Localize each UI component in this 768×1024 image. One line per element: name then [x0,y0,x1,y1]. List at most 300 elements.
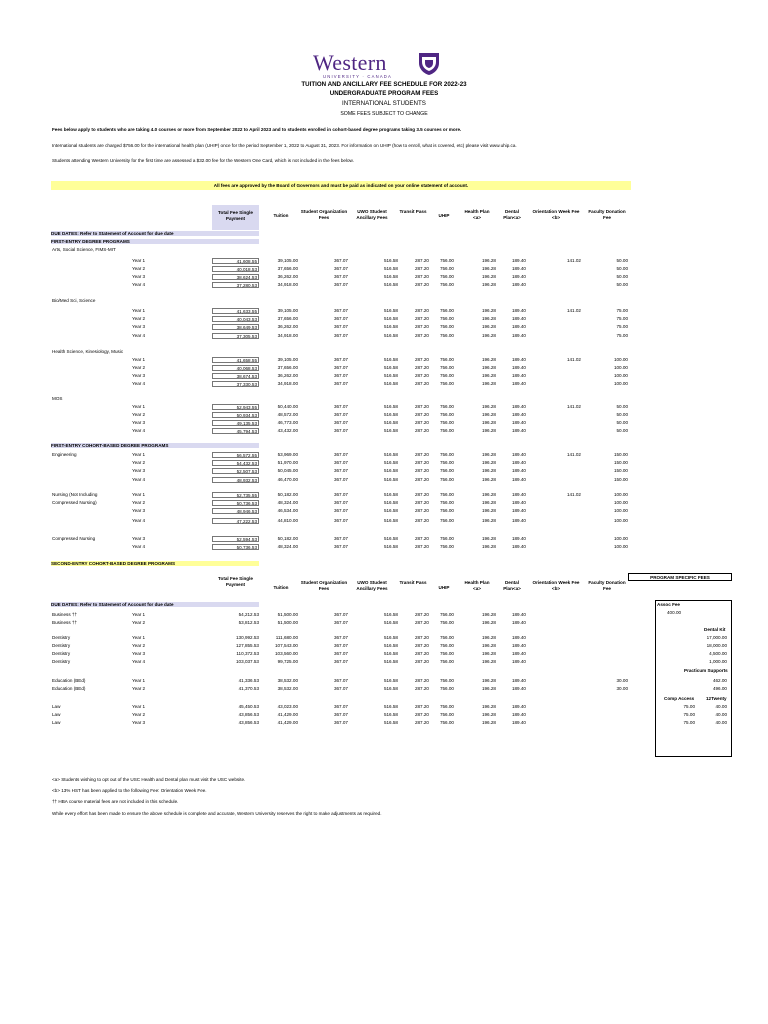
note-uhip: International students are charged $756.00 for the international health plan (UHIP) once for the period September 1, 2022 to August 31, 2023. For information on UHIP (how to enroll, what is covered, etc) please visit www.uhip.ca. [52,143,517,148]
fee-cell-uwo: 516.58 [383,612,398,617]
year-label: Year 3 [132,420,146,425]
fee-cell-org: 367.07 [333,381,348,386]
total-fee-cell: 52,507.53 [212,468,259,475]
fee-cell-transit: 287.20 [414,518,429,523]
total-fee-cell: 127,855.53 [236,643,259,648]
title-subject-change: SOME FEES SUBJECT TO CHANGE [340,111,428,117]
program-specific-fees-header: PROGRAM SPECIFIC FEES [628,573,732,581]
total-fee-cell: 38,649.53 [212,324,259,331]
fee-cell-uwo: 516.58 [383,704,398,709]
col-uwo-2: UWO Student Ancillary Fees [356,580,388,591]
fee-cell-org: 367.07 [333,373,348,378]
fee-cell-uhip: 756.00 [439,373,454,378]
fee-cell-org: 367.07 [333,308,348,313]
col-uhip: UHIP [438,213,450,218]
fee-cell-tuition: 107,543.00 [275,643,298,648]
fee-cell-faculty: 75.00 [616,308,628,313]
fee-cell-health: 196.28 [481,620,496,625]
psf-12twenty-value: 40.00 [715,712,727,717]
psf-practicum-label: Practicum Supports [684,668,728,673]
year-label: Year 3 [132,720,146,725]
fee-cell-faculty: 150.00 [613,452,628,457]
fee-cell-org: 367.07 [333,365,348,370]
fee-cell-uwo: 516.58 [383,508,398,513]
fee-cell-uhip: 756.00 [439,643,454,648]
fee-cell-transit: 287.20 [414,333,429,338]
fee-cell-uhip: 756.00 [439,536,454,541]
fee-cell-tuition: 38,532.00 [277,678,298,683]
fee-cell-uhip: 756.00 [439,635,454,640]
total-fee-cell: 38,624.53 [212,274,259,281]
fee-cell-transit: 287.20 [414,492,429,497]
fee-cell-health: 196.28 [481,643,496,648]
fee-cell-dental: 189.40 [511,508,526,513]
fee-cell-health: 196.28 [481,274,496,279]
fee-cell-health: 196.28 [481,477,496,482]
fee-cell-health: 196.28 [481,365,496,370]
year-label: Year 1 [132,635,146,640]
fee-cell-tuition: 99,725.00 [277,659,298,664]
fee-cell-health: 196.28 [481,536,496,541]
fee-cell-uhip: 756.00 [439,544,454,549]
fee-cell-dental: 189.40 [511,635,526,640]
fee-cell-health: 196.28 [481,308,496,313]
fee-cell-faculty: 100.00 [613,381,628,386]
total-fee-cell: 52,594.53 [212,536,259,543]
fee-cell-faculty: 50.00 [616,258,628,263]
fee-cell-uhip: 756.00 [439,452,454,457]
program-label: Dentistry [52,659,71,664]
total-fee-cell: 52,943.55 [212,404,259,411]
fee-cell-uwo: 516.58 [383,308,398,313]
program-group-label: Nursing (Not Including [52,492,98,497]
fee-cell-transit: 287.20 [414,686,429,691]
title-main: TUITION AND ANCILLARY FEE SCHEDULE FOR 2022-23 [301,81,467,88]
fee-cell-tuition: 39,105.00 [277,258,298,263]
fee-cell-uhip: 756.00 [439,686,454,691]
year-label: Year 2 [132,686,146,691]
fee-cell-org: 367.07 [333,544,348,549]
fee-cell-dental: 189.40 [511,678,526,683]
fee-cell-dental: 189.40 [511,452,526,457]
total-fee-cell: 49,135.53 [212,420,259,427]
fee-cell-faculty: 100.00 [613,500,628,505]
fee-cell-transit: 287.20 [414,381,429,386]
fee-cell-faculty: 100.00 [613,373,628,378]
fee-cell-org: 367.07 [333,492,348,497]
fee-cell-dental: 189.40 [511,720,526,725]
fee-cell-tuition: 39,105.00 [277,357,298,362]
fee-cell-transit: 287.20 [414,404,429,409]
fee-cell-uwo: 516.58 [383,258,398,263]
col-total-2: Total Fee Single Payment [218,576,253,587]
fee-cell-faculty: 100.00 [613,492,628,497]
fee-cell-transit: 287.20 [414,712,429,717]
fee-cell-uhip: 756.00 [439,720,454,725]
fee-cell-dental: 189.40 [511,282,526,287]
fee-cell-uhip: 756.00 [439,274,454,279]
note-one-card: Students attending Western University for the first time are assessed a $32.00 fee for the Western One Card, which is not included in the fees below. [52,158,354,163]
fee-cell-uwo: 516.58 [383,686,398,691]
fee-cell-health: 196.28 [481,492,496,497]
footnote-hba: †† HBA course material fees are not included in this schedule. [52,799,179,804]
logo-subtitle: UNIVERSITY · CANADA [323,74,393,79]
year-label: Year 3 [132,651,146,656]
fee-cell-org: 367.07 [333,518,348,523]
total-fee-cell: 50,736.53 [212,544,259,551]
fee-cell-dental: 189.40 [511,381,526,386]
fee-cell-tuition: 36,262.00 [277,324,298,329]
fee-cell-uwo: 516.58 [383,536,398,541]
fee-cell-tuition: 46,773.00 [277,420,298,425]
fee-cell-tuition: 43,432.00 [277,428,298,433]
year-label: Year 3 [132,536,146,541]
col-faculty: Faculty Donation Fee [588,209,626,220]
col-dental: Dental Plan<a> [503,209,521,220]
fee-cell-health: 196.28 [481,518,496,523]
logo-wordmark: Western [313,50,387,75]
fee-cell-dental: 189.40 [511,266,526,271]
year-label: Year 2 [132,266,146,271]
fee-cell-tuition: 48,324.00 [277,544,298,549]
fee-cell-dental: 189.40 [511,704,526,709]
fee-cell-tuition: 36,262.00 [277,373,298,378]
fee-cell-transit: 287.20 [414,620,429,625]
fee-cell-uwo: 516.58 [383,635,398,640]
program-label: Education (BEd) [52,678,86,683]
fee-cell-uwo: 516.58 [383,643,398,648]
fee-cell-uwo: 516.58 [383,266,398,271]
fee-cell-uwo: 516.58 [383,651,398,656]
fee-cell-tuition: 34,918.00 [277,282,298,287]
col-health: Health Plan <a> [464,209,490,220]
fee-cell-transit: 287.20 [414,678,429,683]
fee-cell-health: 196.28 [481,404,496,409]
total-fee-cell: 50,736.53 [212,500,259,507]
fee-cell-transit: 287.20 [414,468,429,473]
fee-cell-transit: 287.20 [414,258,429,263]
total-fee-cell: 50,934.53 [212,412,259,419]
fee-cell-uwo: 516.58 [383,460,398,465]
fee-cell-uhip: 756.00 [439,412,454,417]
fee-cell-transit: 287.20 [414,720,429,725]
year-label: Year 1 [132,678,146,683]
program-label: Dentistry [52,643,71,648]
fee-cell-tuition: 37,656.00 [277,316,298,321]
fee-cell-org: 367.07 [333,282,348,287]
fee-cell-uhip: 756.00 [439,420,454,425]
fee-cell-faculty: 100.00 [613,544,628,549]
col-faculty-2: Faculty Donation Fee [588,580,626,591]
program-group-label: Engineering [52,452,77,457]
fee-cell-tuition: 37,656.00 [277,365,298,370]
fee-cell-faculty: 30.00 [616,686,628,691]
section-cohort: FIRST-ENTRY COHORT-BASED DEGREE PROGRAMS [51,443,259,448]
fee-cell-uwo: 516.58 [383,468,398,473]
fee-cell-transit: 287.20 [414,659,429,664]
section-first-entry: FIRST-ENTRY DEGREE PROGRAMS [51,239,259,244]
col-transit: Transit Pass [399,209,427,214]
fee-cell-health: 196.28 [481,635,496,640]
fee-cell-tuition: 103,560.00 [275,651,298,656]
fee-cell-dental: 189.40 [511,316,526,321]
fee-cell-orient: 141.02 [566,308,581,313]
program-group-label: Compressed Nursing [52,536,96,541]
year-label: Year 1 [132,492,146,497]
col-uwo: UWO Student Ancillary Fees [356,209,388,220]
psf-dental-kit-4: 1,000.00 [709,659,727,664]
fee-cell-uwo: 516.58 [383,428,398,433]
fee-cell-org: 367.07 [333,500,348,505]
fee-cell-transit: 287.20 [414,452,429,457]
fee-cell-uhip: 756.00 [439,282,454,287]
program-group-label: MOS [52,396,63,401]
year-label: Year 1 [132,612,146,617]
fee-cell-uhip: 756.00 [439,365,454,370]
total-fee-cell: 43,856.53 [238,712,259,717]
year-label: Year 1 [132,452,146,457]
year-label: Year 1 [132,404,146,409]
total-fee-cell: 37,305.53 [212,333,259,340]
fee-cell-uwo: 516.58 [383,712,398,717]
fee-cell-org: 367.07 [333,704,348,709]
total-fee-cell: 41,658.55 [212,357,259,364]
fee-cell-uwo: 516.58 [383,316,398,321]
fee-cell-dental: 189.40 [511,333,526,338]
col-dental-2: Dental Plan<a> [503,580,521,591]
fee-cell-org: 367.07 [333,635,348,640]
year-label: Year 1 [132,308,146,313]
fee-cell-uhip: 756.00 [439,712,454,717]
total-fee-cell: 41,336.53 [238,678,259,683]
fee-cell-health: 196.28 [481,258,496,263]
psf-assoc-label: Assoc Fee [657,602,680,607]
crest-icon [418,52,440,76]
fee-cell-health: 196.28 [481,686,496,691]
fee-cell-uwo: 516.58 [383,659,398,664]
fee-cell-health: 196.28 [481,500,496,505]
fee-cell-org: 367.07 [333,316,348,321]
fee-cell-health: 196.28 [481,316,496,321]
fee-cell-dental: 189.40 [511,643,526,648]
fee-cell-transit: 287.20 [414,508,429,513]
fee-cell-transit: 287.20 [414,460,429,465]
fee-cell-org: 367.07 [333,612,348,617]
fee-cell-orient: 141.02 [566,452,581,457]
total-fee-cell: 45,450.53 [238,704,259,709]
fee-cell-faculty: 150.00 [613,477,628,482]
fee-cell-dental: 189.40 [511,612,526,617]
fee-cell-uwo: 516.58 [383,412,398,417]
fee-cell-dental: 189.40 [511,357,526,362]
total-fee-cell: 43,856.53 [238,720,259,725]
fee-cell-health: 196.28 [481,452,496,457]
fee-cell-uhip: 756.00 [439,308,454,313]
fee-cell-dental: 189.40 [511,274,526,279]
fee-cell-uwo: 516.58 [383,544,398,549]
fee-cell-org: 367.07 [333,712,348,717]
fee-cell-health: 196.28 [481,428,496,433]
year-label: Year 4 [132,659,146,664]
year-label: Year 2 [132,620,146,625]
fee-cell-faculty: 75.00 [616,324,628,329]
year-label: Year 4 [132,282,146,287]
fee-cell-health: 196.28 [481,282,496,287]
title-students: INTERNATIONAL STUDENTS [342,100,426,107]
year-label: Year 2 [132,365,146,370]
fee-cell-uwo: 516.58 [383,365,398,370]
fee-cell-tuition: 39,105.00 [277,308,298,313]
fee-cell-tuition: 43,023.00 [277,704,298,709]
fee-cell-tuition: 48,324.00 [277,500,298,505]
psf-comp-access-value: 75.00 [683,712,695,717]
program-label: Law [52,720,61,725]
fee-cell-transit: 287.20 [414,643,429,648]
fee-cell-transit: 287.20 [414,365,429,370]
fee-cell-org: 367.07 [333,720,348,725]
fee-cell-uhip: 756.00 [439,428,454,433]
fee-cell-dental: 189.40 [511,477,526,482]
total-fee-cell: 53,812.53 [238,620,259,625]
program-label: Dentistry [52,651,71,656]
fee-cell-faculty: 50.00 [616,412,628,417]
total-fee-cell: 37,280.53 [212,282,259,289]
psf-dental-kit-2: 18,000.00 [706,643,727,648]
col-orientation: Orientation Week Fee <b> [532,209,580,220]
fee-cell-org: 367.07 [333,333,348,338]
fee-cell-tuition: 36,262.00 [277,274,298,279]
fee-cell-tuition: 51,500.00 [277,620,298,625]
psf-dental-kit-3: 4,500.00 [709,651,727,656]
fee-cell-faculty: 75.00 [616,316,628,321]
fee-cell-org: 367.07 [333,428,348,433]
fee-cell-faculty: 50.00 [616,404,628,409]
fee-cell-orient: 141.02 [566,258,581,263]
fee-cell-transit: 287.20 [414,651,429,656]
fee-cell-org: 367.07 [333,643,348,648]
col-student-org-2: Student Organization Fees [300,580,348,591]
year-label: Year 4 [132,518,146,523]
fee-cell-health: 196.28 [481,357,496,362]
fee-cell-uhip: 756.00 [439,468,454,473]
fee-cell-org: 367.07 [333,324,348,329]
fee-cell-uhip: 756.00 [439,492,454,497]
total-fee-cell: 40,043.53 [212,316,259,323]
fee-cell-faculty: 100.00 [613,508,628,513]
fee-cell-health: 196.28 [481,420,496,425]
fee-cell-dental: 189.40 [511,365,526,370]
fee-cell-dental: 189.40 [511,686,526,691]
fee-cell-uhip: 756.00 [439,404,454,409]
psf-assoc-value: 400.00 [667,610,682,615]
fee-cell-tuition: 50,182.00 [277,492,298,497]
fee-cell-transit: 287.20 [414,635,429,640]
fee-cell-transit: 287.20 [414,266,429,271]
total-fee-cell: 110,372.53 [236,651,259,656]
fee-cell-org: 367.07 [333,468,348,473]
year-label: Year 1 [132,357,146,362]
total-fee-cell: 41,608.55 [212,258,259,265]
fee-cell-tuition: 50,182.00 [277,536,298,541]
fee-cell-org: 367.07 [333,536,348,541]
fee-cell-transit: 287.20 [414,316,429,321]
board-approval-banner: All fees are approved by the Board of Governors and must be paid as indicated on your online statement of account. [51,181,631,190]
fee-cell-uhip: 756.00 [439,651,454,656]
fee-cell-dental: 189.40 [511,420,526,425]
psf-comp-access-value: 75.00 [683,720,695,725]
psf-comp-access-value: 75.00 [683,704,695,709]
fee-cell-uwo: 516.58 [383,500,398,505]
fee-cell-uwo: 516.58 [383,492,398,497]
fee-cell-faculty: 100.00 [613,357,628,362]
fee-cell-faculty: 150.00 [613,460,628,465]
fee-cell-transit: 287.20 [414,274,429,279]
fee-cell-transit: 287.20 [414,282,429,287]
fee-cell-dental: 189.40 [511,412,526,417]
fee-cell-org: 367.07 [333,508,348,513]
program-label: Education (BEd) [52,686,86,691]
fee-cell-faculty: 150.00 [613,468,628,473]
fee-cell-transit: 287.20 [414,704,429,709]
due-dates-1: DUE DATES: Refer to Statement of Account for due date [51,231,259,236]
fee-cell-health: 196.28 [481,468,496,473]
col-transit-2: Transit Pass [399,580,427,585]
fee-cell-uhip: 756.00 [439,659,454,664]
fee-cell-transit: 287.20 [414,612,429,617]
fee-cell-org: 367.07 [333,452,348,457]
fee-cell-health: 196.28 [481,266,496,271]
fee-cell-org: 367.07 [333,404,348,409]
fee-cell-transit: 287.20 [414,412,429,417]
fee-cell-uhip: 756.00 [439,620,454,625]
fee-cell-faculty: 30.00 [616,678,628,683]
fee-cell-tuition: 46,534.00 [277,508,298,513]
fee-cell-uhip: 756.00 [439,357,454,362]
fee-cell-transit: 287.20 [414,544,429,549]
psf-dental-kit-1: 17,000.00 [706,635,727,640]
fee-cell-health: 196.28 [481,373,496,378]
fee-cell-org: 367.07 [333,420,348,425]
fee-cell-dental: 189.40 [511,460,526,465]
fee-cell-uwo: 516.58 [383,373,398,378]
fee-cell-tuition: 41,429.00 [277,712,298,717]
section-second-entry: SECOND-ENTRY COHORT-BASED DEGREE PROGRAMS [51,561,259,566]
fee-cell-tuition: 51,500.00 [277,612,298,617]
fee-cell-health: 196.28 [481,381,496,386]
psf-12twenty-label: 12Twenty [706,696,727,701]
psf-12twenty-value: 40.00 [715,720,727,725]
col-orientation-2: Orientation Week Fee <b> [532,580,580,591]
fee-cell-tuition: 41,429.00 [277,720,298,725]
total-fee-cell: 56,572.55 [212,452,259,459]
fee-cell-orient: 141.02 [566,492,581,497]
total-fee-cell: 47,222.53 [212,518,259,525]
psf-practicum-1: 462.00 [712,678,727,683]
fee-cell-tuition: 53,969.00 [277,452,298,457]
western-logo [313,50,443,80]
fee-cell-transit: 287.20 [414,500,429,505]
fee-cell-health: 196.28 [481,460,496,465]
fee-cell-uwo: 516.58 [383,477,398,482]
fee-cell-org: 367.07 [333,258,348,263]
year-label: Year 4 [132,333,146,338]
fee-cell-health: 196.28 [481,704,496,709]
year-label: Year 2 [132,412,146,417]
fee-cell-uwo: 516.58 [383,404,398,409]
fee-cell-uhip: 756.00 [439,266,454,271]
fee-cell-uhip: 756.00 [439,518,454,523]
due-dates-2: DUE DATES: Refer to Statement of Account for due date [51,602,259,607]
